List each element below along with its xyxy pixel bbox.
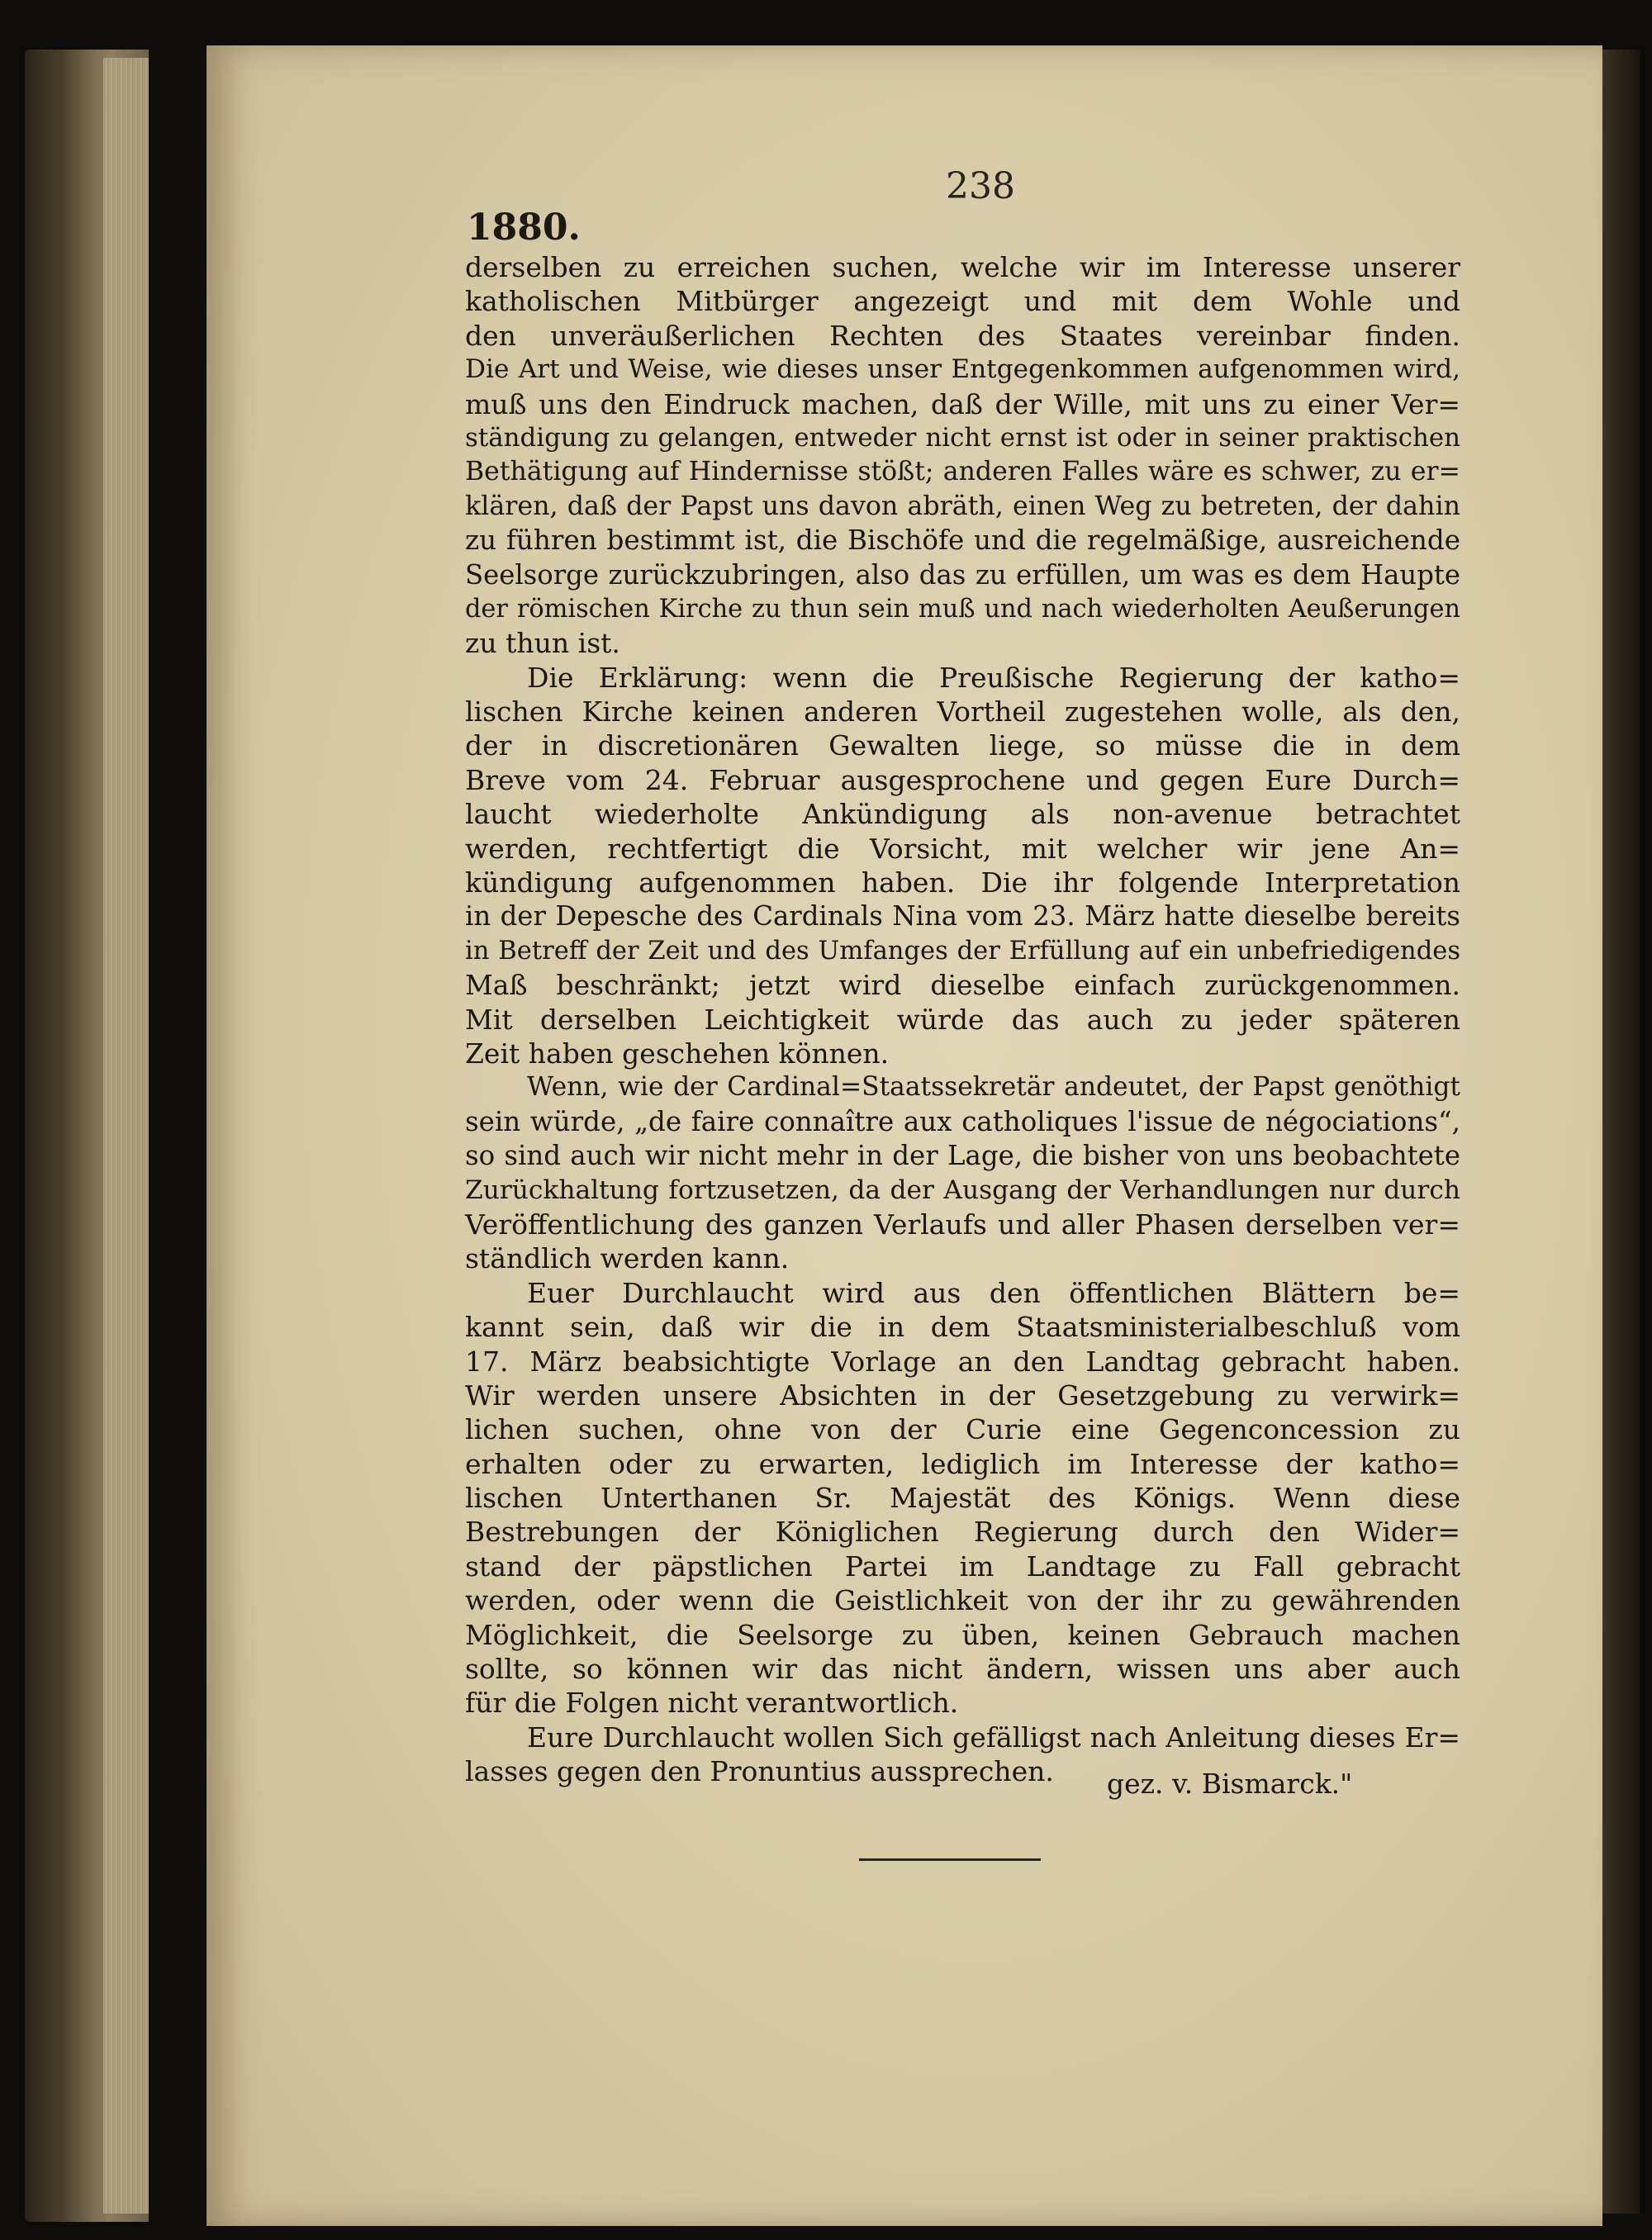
book-page-edges (25, 50, 149, 2222)
text-line: für die Folgen nicht verantwortlich. (465, 1687, 959, 1720)
text-line: Maß beschränkt; jetzt wird dieselbe einfach zurückgenommen. (465, 969, 1460, 1002)
text-line: zu führen bestimmt ist, die Bischöfe und die regelmäßige, ausreichende (465, 524, 1460, 557)
text-line: muß uns den Eindruck machen, daß der Wille, mit uns zu einer Ver= (465, 387, 1460, 420)
text-line: Zurückhaltung fortzusetzen, da der Ausgang der Verhandlungen nur durch (465, 1175, 1460, 1205)
signature: gez. v. Bismarck." (1107, 1768, 1353, 1800)
text-line: Veröffentlichung des ganzen Verlaufs und aller Phasen derselben ver= (465, 1208, 1460, 1241)
text-line: lasses gegen den Pronuntius aussprechen. (465, 1755, 1054, 1788)
text-line: Mit derselben Leichtigkeit würde das auch zu jeder späteren (465, 1003, 1460, 1036)
text-line: sollte, so können wir das nicht ändern, wissen uns aber auch (465, 1653, 1460, 1686)
text-line: zu thun ist. (465, 627, 620, 660)
text-line: lischen Unterthanen Sr. Majestät des Königs. Wenn diese (465, 1482, 1460, 1515)
text-line: Die Erklärung: wenn die Preußische Regierung der katho= (527, 661, 1460, 694)
text-line: derselben zu erreichen suchen, welche wir im Interesse unserer (465, 251, 1460, 283)
text-line: ständlich werden kann. (465, 1242, 790, 1275)
text-line: der in discretionären Gewalten liege, so müsse die in dem (465, 729, 1460, 762)
text-line: klären, daß der Papst uns davon abräth, einen Weg zu betreten, der dahin (465, 491, 1460, 521)
page-header (467, 165, 1458, 248)
text-line: kündigung aufgenommen haben. Die ihr folgende Interpretation (465, 866, 1460, 899)
text-line: Zeit haben geschehen können. (465, 1037, 890, 1070)
text-line: stand der päpstlichen Partei im Landtage zu Fall gebracht (465, 1549, 1460, 1583)
text-line: Die Art und Weise, wie dieses unser Entgegenkommen aufgenommen wird, (465, 354, 1460, 385)
text-line: Eure Durchlaucht wollen Sich gefälligst nach Anleitung dieses Er= (527, 1720, 1460, 1754)
text-line: erhalten oder zu erwarten, lediglich im Interesse der katho= (465, 1447, 1460, 1480)
text-line: so sind auch wir nicht mehr in der Lage, die bisher von uns beobachtete (465, 1140, 1460, 1172)
text-line: Wenn, wie der Cardinal=Staatssekretär andeutet, der Papst genöthigt (527, 1072, 1460, 1103)
text-line: in der Depesche des Cardinals Nina vom 23. März hatte dieselbe bereits (465, 900, 1460, 933)
text-line: Bestrebungen der Königlichen Regierung durch den Wider= (465, 1516, 1460, 1549)
page-number: 238 (946, 165, 1015, 207)
text-line: ständigung zu gelangen, entweder nicht ernst ist oder in seiner praktischen (465, 422, 1460, 453)
text-line: kannt sein, daß wir die in dem Staatsministerialbeschluß vom (465, 1311, 1460, 1344)
text-line: in Betreff der Zeit und des Umfanges der Erfüllung auf ein unbefriedigendes (465, 936, 1460, 966)
text-line: lichen suchen, ohne von der Curie eine Gegenconcession zu (465, 1413, 1460, 1446)
body-text (465, 250, 1460, 1789)
text-line: Wir werden unsere Absichten in der Gesetzgebung zu verwirk= (465, 1379, 1460, 1412)
text-line: Bethätigung auf Hindernisse stößt; anderen Falles wäre es schwer, zu er= (465, 457, 1460, 487)
closing-rule (859, 1858, 1041, 1861)
text-line: werden, oder wenn die Geistlichkeit von der ihr zu gewährenden (465, 1584, 1460, 1617)
text-line: werden, rechtfertigt die Vorsicht, mit welcher wir jene An= (465, 832, 1460, 865)
text-line: laucht wiederholte Ankündigung als non-avenue betrachtet (465, 798, 1460, 831)
text-line: katholischen Mitbürger angezeigt und mit dem Wohle und (465, 285, 1460, 318)
text-line: der römischen Kirche zu thun sein muß und nach wiederholten Aeußerungen (465, 594, 1460, 624)
book-right-edge (1602, 50, 1640, 2214)
text-line: lischen Kirche keinen anderen Vortheil zugestehen wolle, als den, (465, 695, 1460, 728)
text-line: sein würde, „de faire connaître aux catholiques l'issue de négociations“, (465, 1105, 1460, 1137)
year-heading: 1880. (467, 206, 581, 249)
text-line: Seelsorge zurückzubringen, also das zu erfüllen, um was es dem Haupte (465, 558, 1460, 591)
text-line: 17. März beabsichtigte Vorlage an den Landtag gebracht haben. (465, 1345, 1460, 1378)
text-line: Euer Durchlaucht wird aus den öffentlichen Blättern be= (527, 1276, 1460, 1309)
text-line: den unveräußerlichen Rechten des Staates vereinbar finden. (465, 319, 1460, 352)
text-line: Möglichkeit, die Seelsorge zu üben, keinen Gebrauch machen (465, 1618, 1460, 1651)
text-line: Breve vom 24. Februar ausgesprochene und gegen Eure Durch= (465, 763, 1460, 796)
